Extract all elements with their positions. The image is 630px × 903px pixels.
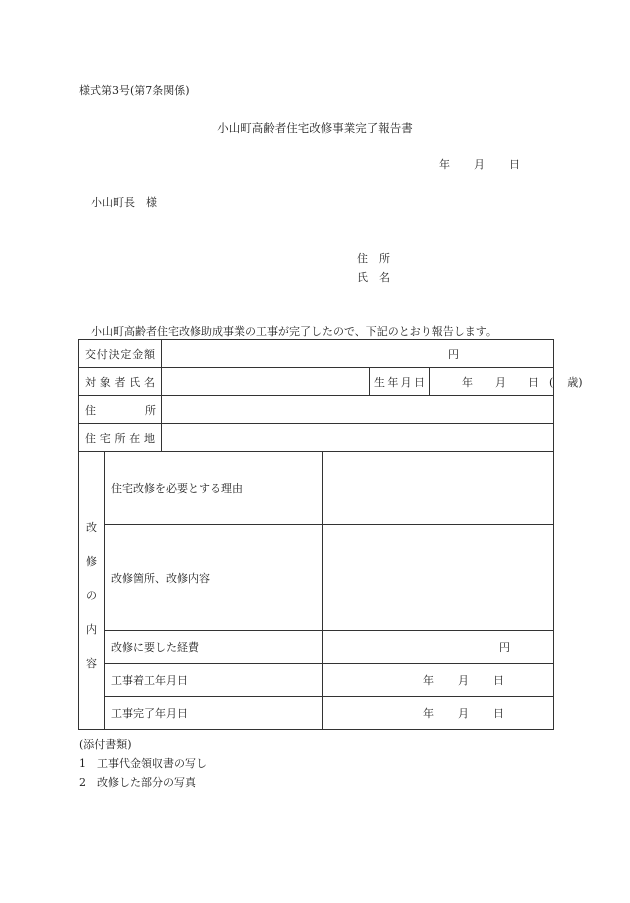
complete-day: 日 [493, 707, 504, 720]
address-label-2: 所 [145, 403, 156, 417]
applicant-address-label: 住 所 [357, 252, 390, 265]
attachment-item-1: 1 工事代金領収書の写し [79, 757, 207, 770]
places-field[interactable] [323, 525, 554, 631]
table-row-reason [79, 452, 554, 525]
renovation-char-2: 修 [86, 554, 97, 568]
start-date-field[interactable] [323, 664, 554, 697]
table-row-cost [79, 631, 554, 664]
date-year: 年 [439, 158, 450, 171]
applicant-name-label: 氏 名 [357, 271, 390, 284]
age-close: 歳) [567, 375, 583, 389]
grant-yen: 円 [448, 347, 459, 361]
birth-date-field[interactable] [430, 368, 583, 396]
cost-label: 改修に要した経費 [105, 631, 323, 664]
start-year: 年 [423, 674, 434, 687]
renovation-char-5: 容 [86, 656, 97, 670]
table-row-residence [79, 424, 554, 452]
address-field[interactable] [162, 396, 554, 424]
address-label-1: 住 [85, 403, 96, 417]
cost-yen: 円 [499, 641, 510, 654]
report-table [78, 339, 583, 730]
attachment-item-2: 2 改修した部分の写真 [79, 776, 196, 789]
renovation-content-label [79, 452, 105, 730]
residence-field[interactable] [162, 424, 554, 452]
report-date [439, 156, 520, 172]
subject-name-field[interactable] [162, 368, 370, 396]
reason-label: 住宅改修を必要とする理由 [105, 452, 323, 525]
intro-text: 小山町高齢者住宅改修助成事業の工事が完了したので、下記のとおり報告します。 [91, 325, 497, 338]
places-label: 改修箇所、改修内容 [105, 525, 323, 631]
renovation-char-4: 内 [86, 622, 97, 636]
start-day: 日 [493, 674, 504, 687]
address-label [79, 396, 162, 424]
start-date-label: 工事着工年月日 [105, 664, 323, 697]
birth-day: 日 [528, 375, 539, 389]
start-month: 月 [458, 674, 469, 687]
attachments-heading: (添付書類) [79, 738, 132, 751]
reason-field[interactable] [323, 452, 554, 525]
recipient: 小山町長 様 [91, 196, 157, 209]
birth-year: 年 [462, 375, 473, 389]
table-row-address [79, 396, 554, 424]
table-row-start [79, 664, 554, 697]
table-row-subject [79, 368, 554, 396]
complete-month: 月 [458, 707, 469, 720]
date-day: 日 [509, 158, 520, 171]
table-row-complete [79, 697, 554, 730]
complete-date-label: 工事完了年月日 [105, 697, 323, 730]
subject-name-label: 対象者氏名 [79, 368, 162, 396]
grant-label: 交付決定金額 [79, 340, 162, 368]
document-title: 小山町高齢者住宅改修事業完了報告書 [217, 121, 413, 135]
renovation-char-3: の [86, 588, 97, 602]
complete-year: 年 [423, 707, 434, 720]
form-number: 様式第3号(第7条関係) [79, 84, 190, 97]
cost-field[interactable] [323, 631, 554, 664]
date-month: 月 [474, 158, 485, 171]
birth-date-label: 生年月日 [370, 368, 430, 396]
complete-date-field[interactable] [323, 697, 554, 730]
table-row-places [79, 525, 554, 631]
grant-amount-field[interactable] [162, 340, 554, 368]
birth-month: 月 [495, 375, 506, 389]
residence-label: 住宅所在地 [79, 424, 162, 452]
age-open: ( [549, 375, 554, 389]
table-row-grant [79, 340, 554, 368]
renovation-char-1: 改 [86, 520, 97, 534]
